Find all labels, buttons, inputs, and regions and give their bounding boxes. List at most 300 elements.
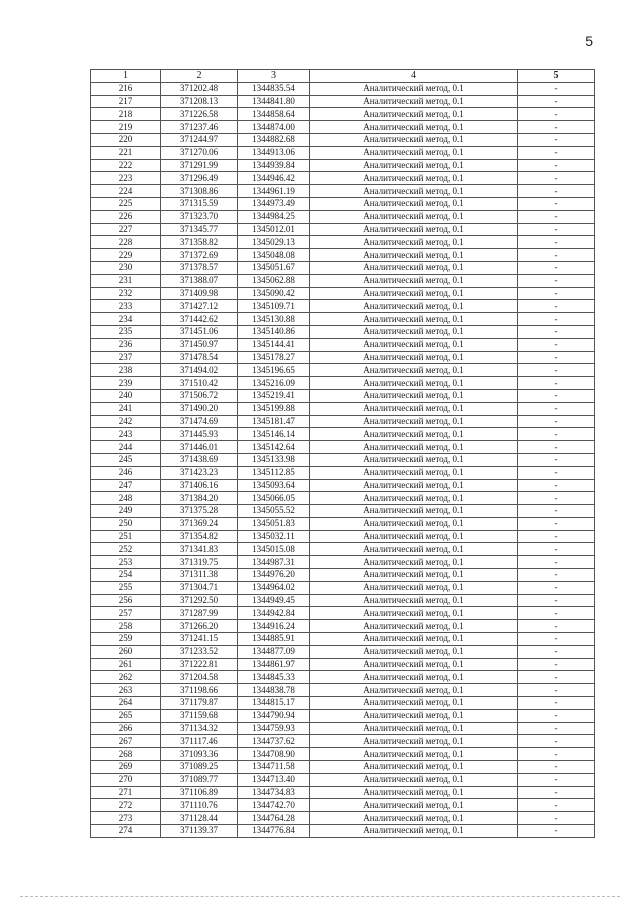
table-row — [91, 415, 595, 428]
point-number-cell: 249 — [91, 505, 161, 518]
description-cell: - — [518, 274, 595, 287]
x-coordinate-cell: 371208.13 — [161, 95, 238, 108]
table-row — [91, 671, 595, 684]
x-coordinate-cell: 371388.07 — [161, 274, 238, 287]
point-number-cell: 240 — [91, 389, 161, 402]
col-header-method: 4 — [310, 70, 518, 83]
table-row — [91, 172, 595, 185]
y-coordinate-cell: 1344961.19 — [238, 185, 310, 198]
y-coordinate-cell: 1344964.02 — [238, 581, 310, 594]
x-coordinate-cell: 371494.02 — [161, 364, 238, 377]
method-cell: Аналитический метод, 0.1 — [310, 633, 518, 646]
description-cell: - — [518, 121, 595, 134]
description-cell: - — [518, 159, 595, 172]
table-row — [91, 799, 595, 812]
method-cell: Аналитический метод, 0.1 — [310, 748, 518, 761]
description-cell: - — [518, 748, 595, 761]
y-coordinate-cell: 1345051.83 — [238, 517, 310, 530]
method-cell: Аналитический метод, 0.1 — [310, 377, 518, 390]
method-cell: Аналитический метод, 0.1 — [310, 441, 518, 454]
y-coordinate-cell: 1344711.58 — [238, 761, 310, 774]
y-coordinate-cell: 1345219.41 — [238, 389, 310, 402]
point-number-cell: 254 — [91, 569, 161, 582]
point-number-cell: 220 — [91, 133, 161, 146]
point-number-cell: 261 — [91, 658, 161, 671]
description-cell: - — [518, 441, 595, 454]
method-cell: Аналитический метод, 0.1 — [310, 159, 518, 172]
description-cell: - — [518, 581, 595, 594]
description-cell: - — [518, 825, 595, 838]
x-coordinate-cell: 371226.58 — [161, 108, 238, 121]
table-row — [91, 82, 595, 95]
y-coordinate-cell: 1345055.52 — [238, 505, 310, 518]
y-coordinate-cell: 1345066.05 — [238, 492, 310, 505]
table-row — [91, 159, 595, 172]
description-cell: - — [518, 556, 595, 569]
x-coordinate-cell: 371445.93 — [161, 428, 238, 441]
point-number-cell: 234 — [91, 313, 161, 326]
point-number-cell: 268 — [91, 748, 161, 761]
x-coordinate-cell: 371358.82 — [161, 236, 238, 249]
method-cell: Аналитический метод, 0.1 — [310, 645, 518, 658]
point-number-cell: 264 — [91, 697, 161, 710]
y-coordinate-cell: 1344790.94 — [238, 709, 310, 722]
y-coordinate-cell: 1345181.47 — [238, 415, 310, 428]
method-cell: Аналитический метод, 0.1 — [310, 402, 518, 415]
point-number-cell: 225 — [91, 197, 161, 210]
method-cell: Аналитический метод, 0.1 — [310, 428, 518, 441]
table-row — [91, 261, 595, 274]
method-cell: Аналитический метод, 0.1 — [310, 287, 518, 300]
point-number-cell: 224 — [91, 185, 161, 198]
table-row — [91, 581, 595, 594]
description-cell: - — [518, 377, 595, 390]
table-row — [91, 313, 595, 326]
x-coordinate-cell: 371202.48 — [161, 82, 238, 95]
x-coordinate-cell: 371291.99 — [161, 159, 238, 172]
point-number-cell: 272 — [91, 799, 161, 812]
description-cell: - — [518, 95, 595, 108]
method-cell: Аналитический метод, 0.1 — [310, 812, 518, 825]
table-row — [91, 556, 595, 569]
table-row — [91, 543, 595, 556]
point-number-cell: 265 — [91, 709, 161, 722]
method-cell: Аналитический метод, 0.1 — [310, 95, 518, 108]
description-cell: - — [518, 428, 595, 441]
table-row — [91, 492, 595, 505]
y-coordinate-cell: 1345216.09 — [238, 377, 310, 390]
method-cell: Аналитический метод, 0.1 — [310, 236, 518, 249]
x-coordinate-cell: 371506.72 — [161, 389, 238, 402]
y-coordinate-cell: 1345142.64 — [238, 441, 310, 454]
x-coordinate-cell: 371304.71 — [161, 581, 238, 594]
table-row — [91, 287, 595, 300]
table-row — [91, 210, 595, 223]
point-number-cell: 250 — [91, 517, 161, 530]
table-row — [91, 761, 595, 774]
point-number-cell: 252 — [91, 543, 161, 556]
point-number-cell: 233 — [91, 300, 161, 313]
description-cell: - — [518, 210, 595, 223]
point-number-cell: 262 — [91, 671, 161, 684]
x-coordinate-cell: 371423.23 — [161, 466, 238, 479]
x-coordinate-cell: 371354.82 — [161, 530, 238, 543]
point-number-cell: 219 — [91, 121, 161, 134]
x-coordinate-cell: 371372.69 — [161, 249, 238, 262]
coordinates-table — [90, 69, 595, 838]
description-cell: - — [518, 645, 595, 658]
y-coordinate-cell: 1344838.78 — [238, 684, 310, 697]
x-coordinate-cell: 371093.36 — [161, 748, 238, 761]
table-row — [91, 684, 595, 697]
method-cell: Аналитический метод, 0.1 — [310, 108, 518, 121]
y-coordinate-cell: 1345112.85 — [238, 466, 310, 479]
description-cell: - — [518, 697, 595, 710]
description-cell: - — [518, 415, 595, 428]
y-coordinate-cell: 1344734.83 — [238, 786, 310, 799]
table-row — [91, 645, 595, 658]
x-coordinate-cell: 371266.20 — [161, 620, 238, 633]
x-coordinate-cell: 371110.76 — [161, 799, 238, 812]
point-number-cell: 237 — [91, 351, 161, 364]
method-cell: Аналитический метод, 0.1 — [310, 261, 518, 274]
y-coordinate-cell: 1345090.42 — [238, 287, 310, 300]
description-cell: - — [518, 223, 595, 236]
point-number-cell: 266 — [91, 722, 161, 735]
description-cell: - — [518, 402, 595, 415]
y-coordinate-cell: 1345048.08 — [238, 249, 310, 262]
method-cell: Аналитический метод, 0.1 — [310, 773, 518, 786]
x-coordinate-cell: 371442.62 — [161, 313, 238, 326]
description-cell: - — [518, 389, 595, 402]
description-cell: - — [518, 607, 595, 620]
method-cell: Аналитический метод, 0.1 — [310, 146, 518, 159]
y-coordinate-cell: 1345032.11 — [238, 530, 310, 543]
y-coordinate-cell: 1344759.93 — [238, 722, 310, 735]
y-coordinate-cell: 1344845.33 — [238, 671, 310, 684]
table-row — [91, 389, 595, 402]
x-coordinate-cell: 371427.12 — [161, 300, 238, 313]
y-coordinate-cell: 1344949.45 — [238, 594, 310, 607]
table-row — [91, 709, 595, 722]
method-cell: Аналитический метод, 0.1 — [310, 505, 518, 518]
table-row — [91, 300, 595, 313]
description-cell: - — [518, 146, 595, 159]
method-cell: Аналитический метод, 0.1 — [310, 415, 518, 428]
method-cell: Аналитический метод, 0.1 — [310, 761, 518, 774]
method-cell: Аналитический метод, 0.1 — [310, 556, 518, 569]
description-cell: - — [518, 479, 595, 492]
method-cell: Аналитический метод, 0.1 — [310, 466, 518, 479]
method-cell: Аналитический метод, 0.1 — [310, 530, 518, 543]
x-coordinate-cell: 371478.54 — [161, 351, 238, 364]
method-cell: Аналитический метод, 0.1 — [310, 453, 518, 466]
point-number-cell: 257 — [91, 607, 161, 620]
method-cell: Аналитический метод, 0.1 — [310, 799, 518, 812]
description-cell: - — [518, 799, 595, 812]
method-cell: Аналитический метод, 0.1 — [310, 594, 518, 607]
method-cell: Аналитический метод, 0.1 — [310, 121, 518, 134]
y-coordinate-cell: 1345015.08 — [238, 543, 310, 556]
y-coordinate-cell: 1344984.25 — [238, 210, 310, 223]
table-row — [91, 249, 595, 262]
point-number-cell: 244 — [91, 441, 161, 454]
point-number-cell: 218 — [91, 108, 161, 121]
method-cell: Аналитический метод, 0.1 — [310, 325, 518, 338]
point-number-cell: 242 — [91, 415, 161, 428]
x-coordinate-cell: 371106.89 — [161, 786, 238, 799]
table-header-row — [91, 70, 595, 83]
point-number-cell: 267 — [91, 735, 161, 748]
table-row — [91, 236, 595, 249]
x-coordinate-cell: 371341.83 — [161, 543, 238, 556]
col-header-number: 1 — [91, 70, 161, 83]
y-coordinate-cell: 1344835.54 — [238, 82, 310, 95]
x-coordinate-cell: 371384.20 — [161, 492, 238, 505]
y-coordinate-cell: 1344742.70 — [238, 799, 310, 812]
table-row — [91, 95, 595, 108]
point-number-cell: 229 — [91, 249, 161, 262]
y-coordinate-cell: 1344976.20 — [238, 569, 310, 582]
point-number-cell: 238 — [91, 364, 161, 377]
point-number-cell: 226 — [91, 210, 161, 223]
description-cell: - — [518, 530, 595, 543]
description-cell: - — [518, 287, 595, 300]
description-cell: - — [518, 684, 595, 697]
page-number: 5 — [585, 33, 593, 49]
method-cell: Аналитический метод, 0.1 — [310, 133, 518, 146]
table-row — [91, 607, 595, 620]
x-coordinate-cell: 371450.97 — [161, 338, 238, 351]
point-number-cell: 270 — [91, 773, 161, 786]
x-coordinate-cell: 371369.24 — [161, 517, 238, 530]
description-cell: - — [518, 633, 595, 646]
x-coordinate-cell: 371375.28 — [161, 505, 238, 518]
y-coordinate-cell: 1345109.71 — [238, 300, 310, 313]
y-coordinate-cell: 1345133.98 — [238, 453, 310, 466]
table-row — [91, 658, 595, 671]
y-coordinate-cell: 1345130.88 — [238, 313, 310, 326]
table-row — [91, 505, 595, 518]
method-cell: Аналитический метод, 0.1 — [310, 210, 518, 223]
x-coordinate-cell: 371287.99 — [161, 607, 238, 620]
y-coordinate-cell: 1345029.13 — [238, 236, 310, 249]
method-cell: Аналитический метод, 0.1 — [310, 82, 518, 95]
y-coordinate-cell: 1344885.91 — [238, 633, 310, 646]
point-number-cell: 247 — [91, 479, 161, 492]
table-row — [91, 735, 595, 748]
description-cell: - — [518, 108, 595, 121]
method-cell: Аналитический метод, 0.1 — [310, 786, 518, 799]
x-coordinate-cell: 371179.87 — [161, 697, 238, 710]
y-coordinate-cell: 1345178.27 — [238, 351, 310, 364]
method-cell: Аналитический метод, 0.1 — [310, 300, 518, 313]
y-coordinate-cell: 1344776.84 — [238, 825, 310, 838]
x-coordinate-cell: 371345.77 — [161, 223, 238, 236]
point-number-cell: 228 — [91, 236, 161, 249]
point-number-cell: 259 — [91, 633, 161, 646]
table-row — [91, 479, 595, 492]
x-coordinate-cell: 371270.06 — [161, 146, 238, 159]
description-cell: - — [518, 709, 595, 722]
point-number-cell: 227 — [91, 223, 161, 236]
method-cell: Аналитический метод, 0.1 — [310, 185, 518, 198]
description-cell: - — [518, 172, 595, 185]
method-cell: Аналитический метод, 0.1 — [310, 197, 518, 210]
method-cell: Аналитический метод, 0.1 — [310, 364, 518, 377]
x-coordinate-cell: 371204.58 — [161, 671, 238, 684]
x-coordinate-cell: 371296.49 — [161, 172, 238, 185]
point-number-cell: 251 — [91, 530, 161, 543]
y-coordinate-cell: 1344916.24 — [238, 620, 310, 633]
x-coordinate-cell: 371237.46 — [161, 121, 238, 134]
description-cell: - — [518, 658, 595, 671]
point-number-cell: 243 — [91, 428, 161, 441]
method-cell: Аналитический метод, 0.1 — [310, 671, 518, 684]
x-coordinate-cell: 371159.68 — [161, 709, 238, 722]
y-coordinate-cell: 1344913.06 — [238, 146, 310, 159]
description-cell: - — [518, 786, 595, 799]
description-cell: - — [518, 133, 595, 146]
description-cell: - — [518, 351, 595, 364]
table-row — [91, 325, 595, 338]
method-cell: Аналитический метод, 0.1 — [310, 658, 518, 671]
description-cell: - — [518, 338, 595, 351]
y-coordinate-cell: 1344708.90 — [238, 748, 310, 761]
y-coordinate-cell: 1344737.62 — [238, 735, 310, 748]
point-number-cell: 258 — [91, 620, 161, 633]
table-row — [91, 338, 595, 351]
table-row — [91, 569, 595, 582]
method-cell: Аналитический метод, 0.1 — [310, 351, 518, 364]
method-cell: Аналитический метод, 0.1 — [310, 722, 518, 735]
table-row — [91, 121, 595, 134]
y-coordinate-cell: 1345146.14 — [238, 428, 310, 441]
table-row — [91, 364, 595, 377]
description-cell: - — [518, 453, 595, 466]
x-coordinate-cell: 371128.44 — [161, 812, 238, 825]
x-coordinate-cell: 371244.97 — [161, 133, 238, 146]
table-row — [91, 825, 595, 838]
table-row — [91, 633, 595, 646]
x-coordinate-cell: 371451.06 — [161, 325, 238, 338]
method-cell: Аналитический метод, 0.1 — [310, 684, 518, 697]
point-number-cell: 241 — [91, 402, 161, 415]
point-number-cell: 245 — [91, 453, 161, 466]
table-row — [91, 197, 595, 210]
x-coordinate-cell: 371409.98 — [161, 287, 238, 300]
method-cell: Аналитический метод, 0.1 — [310, 389, 518, 402]
method-cell: Аналитический метод, 0.1 — [310, 313, 518, 326]
description-cell: - — [518, 543, 595, 556]
y-coordinate-cell: 1345199.88 — [238, 402, 310, 415]
description-cell: - — [518, 671, 595, 684]
table-row — [91, 223, 595, 236]
description-cell: - — [518, 82, 595, 95]
x-coordinate-cell: 371319.75 — [161, 556, 238, 569]
table-row — [91, 402, 595, 415]
y-coordinate-cell: 1345062.88 — [238, 274, 310, 287]
y-coordinate-cell: 1345051.67 — [238, 261, 310, 274]
description-cell: - — [518, 722, 595, 735]
table-row — [91, 517, 595, 530]
x-coordinate-cell: 371241.15 — [161, 633, 238, 646]
method-cell: Аналитический метод, 0.1 — [310, 223, 518, 236]
y-coordinate-cell: 1344877.09 — [238, 645, 310, 658]
table-row — [91, 786, 595, 799]
y-coordinate-cell: 1344861.97 — [238, 658, 310, 671]
method-cell: Аналитический метод, 0.1 — [310, 338, 518, 351]
description-cell: - — [518, 620, 595, 633]
x-coordinate-cell: 371139.37 — [161, 825, 238, 838]
point-number-cell: 232 — [91, 287, 161, 300]
point-number-cell: 231 — [91, 274, 161, 287]
method-cell: Аналитический метод, 0.1 — [310, 274, 518, 287]
description-cell: - — [518, 197, 595, 210]
x-coordinate-cell: 371438.69 — [161, 453, 238, 466]
x-coordinate-cell: 371311.38 — [161, 569, 238, 582]
y-coordinate-cell: 1344874.00 — [238, 121, 310, 134]
point-number-cell: 253 — [91, 556, 161, 569]
y-coordinate-cell: 1345144.41 — [238, 338, 310, 351]
method-cell: Аналитический метод, 0.1 — [310, 735, 518, 748]
table-row — [91, 773, 595, 786]
method-cell: Аналитический метод, 0.1 — [310, 249, 518, 262]
point-number-cell: 255 — [91, 581, 161, 594]
description-cell: - — [518, 812, 595, 825]
x-coordinate-cell: 371117.46 — [161, 735, 238, 748]
method-cell: Аналитический метод, 0.1 — [310, 569, 518, 582]
point-number-cell: 246 — [91, 466, 161, 479]
y-coordinate-cell: 1345093.64 — [238, 479, 310, 492]
method-cell: Аналитический метод, 0.1 — [310, 492, 518, 505]
point-number-cell: 256 — [91, 594, 161, 607]
description-cell: - — [518, 735, 595, 748]
x-coordinate-cell: 371446.01 — [161, 441, 238, 454]
table-row — [91, 748, 595, 761]
point-number-cell: 239 — [91, 377, 161, 390]
point-number-cell: 235 — [91, 325, 161, 338]
x-coordinate-cell: 371198.66 — [161, 684, 238, 697]
col-header-y: 3 — [238, 70, 310, 83]
y-coordinate-cell: 1344841.80 — [238, 95, 310, 108]
table-row — [91, 133, 595, 146]
description-cell: - — [518, 594, 595, 607]
description-cell: - — [518, 261, 595, 274]
description-cell: - — [518, 492, 595, 505]
description-cell: - — [518, 185, 595, 198]
table-row — [91, 697, 595, 710]
description-cell: - — [518, 236, 595, 249]
x-coordinate-cell: 371233.52 — [161, 645, 238, 658]
point-number-cell: 217 — [91, 95, 161, 108]
y-coordinate-cell: 1344764.28 — [238, 812, 310, 825]
table-row — [91, 453, 595, 466]
table-row — [91, 722, 595, 735]
description-cell: - — [518, 773, 595, 786]
y-coordinate-cell: 1344858.64 — [238, 108, 310, 121]
description-cell: - — [518, 761, 595, 774]
table-row — [91, 146, 595, 159]
point-number-cell: 263 — [91, 684, 161, 697]
point-number-cell: 248 — [91, 492, 161, 505]
point-number-cell: 260 — [91, 645, 161, 658]
y-coordinate-cell: 1345012.01 — [238, 223, 310, 236]
x-coordinate-cell: 371134.32 — [161, 722, 238, 735]
y-coordinate-cell: 1345140.86 — [238, 325, 310, 338]
x-coordinate-cell: 371292.50 — [161, 594, 238, 607]
table-row — [91, 620, 595, 633]
